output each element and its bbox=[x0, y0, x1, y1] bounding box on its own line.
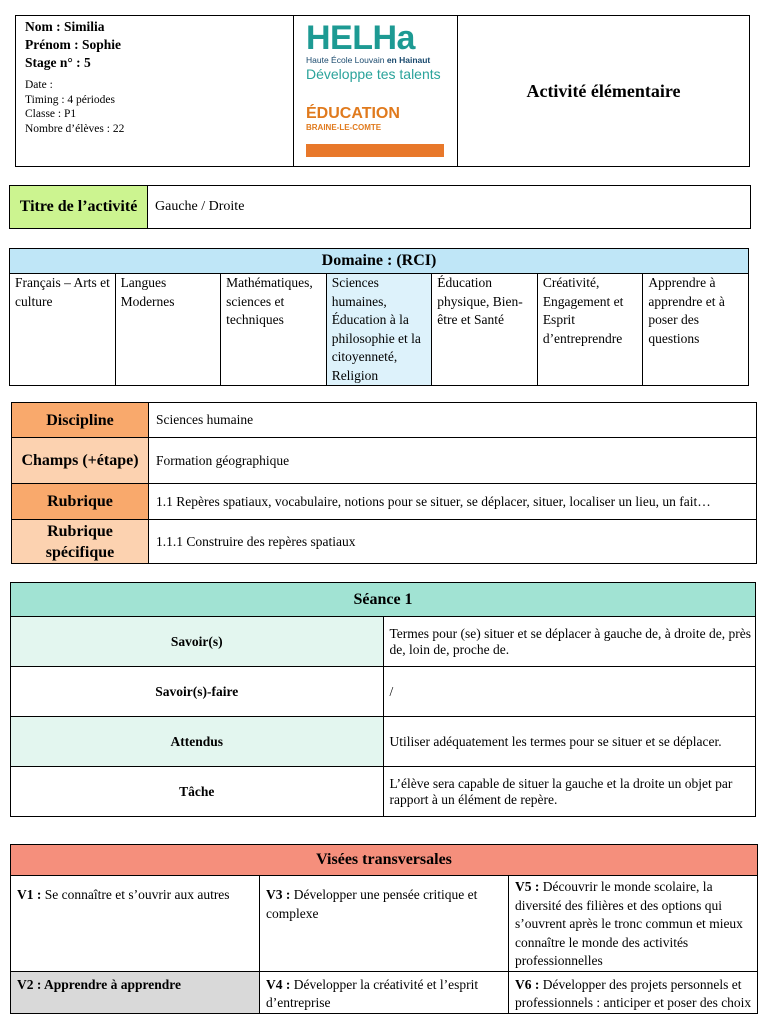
discipline-table bbox=[11, 402, 757, 564]
savoir-faire-value: / bbox=[383, 667, 756, 717]
helha-logo bbox=[306, 21, 457, 157]
stage-number: Stage n° : 5 bbox=[25, 55, 91, 70]
title-value: Gauche / Droite bbox=[148, 186, 751, 229]
domain-table bbox=[9, 248, 749, 386]
rubrique-specifique-value: 1.1.1 Construire des repères spatiaux bbox=[149, 520, 757, 564]
domain-item: Créativité, Engagement et Esprit d’entreprendre bbox=[537, 274, 643, 386]
seance-heading: Séance 1 bbox=[11, 583, 756, 617]
domain-item-selected: Sciences humaines, Éducation à la philosophie et la citoyenneté, Religion bbox=[326, 274, 432, 386]
rubrique-label: Rubrique bbox=[12, 484, 149, 520]
champs-label: Champs (+étape) bbox=[12, 438, 149, 484]
domain-item: Français – Arts et culture bbox=[10, 274, 116, 386]
domain-item: Langues Modernes bbox=[115, 274, 221, 386]
logo-tagline: Développe tes talents bbox=[306, 66, 441, 82]
student-info-cell bbox=[16, 16, 294, 167]
visee-v5: V5 : Découvrir le monde scolaire, la diversité des filières et des options qui s’ouvrent après le tronc commun et mieux connaître le monde des activités professionnelles bbox=[509, 876, 758, 972]
logo-wordmark: HELHa bbox=[306, 19, 415, 57]
discipline-label: Discipline bbox=[12, 403, 149, 438]
header-block bbox=[15, 15, 750, 167]
seance-table bbox=[10, 582, 756, 817]
domain-heading: Domaine : (RCI) bbox=[10, 249, 749, 274]
logo-cell bbox=[294, 16, 458, 167]
title-label: Titre de l’activité bbox=[10, 186, 148, 229]
date-field: Date : bbox=[25, 79, 53, 91]
attendus-label: Attendus bbox=[11, 717, 384, 767]
rubrique-value: 1.1 Repères spatiaux, vocabulaire, notions pour se situer, se déplacer, situer, localiser un lieu, un fait… bbox=[149, 484, 757, 520]
domain-item: Mathématiques, sciences et techniques bbox=[221, 274, 327, 386]
logo-city: BRAINE-LE-COMTE bbox=[306, 123, 382, 132]
logo-bar bbox=[306, 144, 444, 157]
activity-type: Activité élémentaire bbox=[458, 16, 750, 167]
timing-field: Timing : 4 périodes bbox=[25, 93, 115, 106]
student-name: Nom : Similia bbox=[25, 19, 105, 34]
student-firstname: Prénom : Sophie bbox=[25, 37, 121, 52]
logo-education: ÉDUCATION bbox=[306, 105, 400, 122]
tache-value: L’élève sera capable de situer la gauche et la droite un objet par rapport à un élément de repère. bbox=[383, 767, 756, 817]
attendus-value: Utiliser adéquatement les termes pour se situer et se déplacer. bbox=[383, 717, 756, 767]
savoirs-label: Savoir(s) bbox=[11, 617, 384, 667]
discipline-value: Sciences humaine bbox=[149, 403, 757, 438]
visee-v3: V3 : Développer une pensée critique et complexe bbox=[260, 876, 509, 972]
pupil-count-field: Nombre d’élèves : 22 bbox=[25, 122, 125, 135]
class-field: Classe : P1 bbox=[25, 108, 77, 120]
visee-v4: V4 : Développer la créativité et l’esprit d’entreprise bbox=[260, 971, 509, 1013]
logo-subtitle: Haute École Louvain en Hainaut bbox=[306, 55, 431, 65]
domain-item: Éducation physique, Bien-être et Santé bbox=[432, 274, 538, 386]
visees-table bbox=[10, 844, 758, 1014]
visee-v2: V2 : Apprendre à apprendre bbox=[11, 971, 260, 1013]
champs-value: Formation géographique bbox=[149, 438, 757, 484]
tache-label: Tâche bbox=[11, 767, 384, 817]
rubrique-specifique-label: Rubrique spécifique bbox=[12, 520, 149, 564]
savoir-faire-label: Savoir(s)-faire bbox=[11, 667, 384, 717]
visees-heading: Visées transversales bbox=[11, 845, 758, 876]
savoirs-value: Termes pour (se) situer et se déplacer à gauche de, à droite de, près de, loin de, proche de. bbox=[383, 617, 756, 667]
visee-v1: V1 : Se connaître et s’ouvrir aux autres bbox=[11, 876, 260, 972]
title-table bbox=[9, 185, 751, 229]
visee-v6: V6 : Développer des projets personnels et professionnels : anticiper et poser des choix bbox=[509, 971, 758, 1013]
domain-item: Apprendre à apprendre et à poser des questions bbox=[643, 274, 749, 386]
